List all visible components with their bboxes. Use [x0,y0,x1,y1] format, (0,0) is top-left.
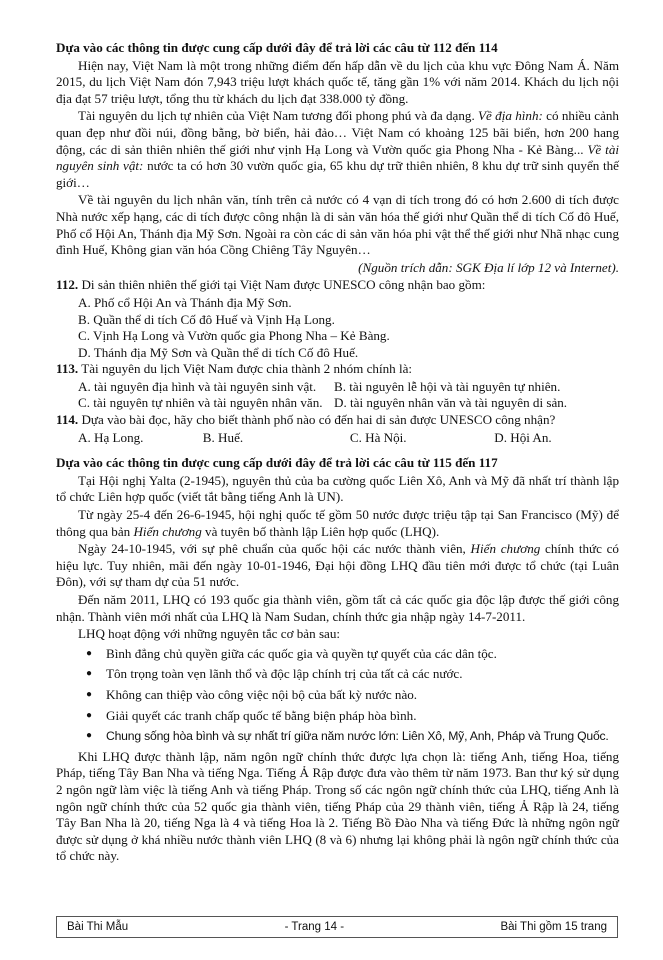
list-item: ● Không can thiệp vào công việc nội bộ của bất kỳ nước nào. [86,687,619,704]
answer-options-row [56,379,619,396]
answer-option: D. Hội An. [494,429,552,445]
section-gap [56,446,619,455]
answer-option: A. tài nguyên địa hình và tài nguyên sinh vật. [78,378,317,394]
passage-paragraph: Đến năm 2011, LHQ có 193 quốc gia thành viên, gồm tất cả các quốc gia độc lập được thế giới công nhận. Thành viên mới nhất của LHQ là Nam Sudan, chính thức gia nhập ngày 14-7-2011. [56,592,619,624]
list-item: ● Giải quyết các tranh chấp quốc tế bằng biện pháp hòa bình. [86,708,619,725]
answer-option: B. Quần thể di tích Cố đô Huế và Vịnh Hạ Long. [78,311,335,327]
passage-paragraph: LHQ hoạt động với những nguyên tắc cơ bản sau: [78,626,341,642]
footer-page-count: Bài Thi gồm 15 trang [500,920,607,933]
passage-paragraph: Ngày 24-10-1945, với sự phê chuẩn của quốc hội các nước thành viên, Hiến chương chính thức có hiệu lực. Tuy nhiên, mãi đến ngày 10-01-1946, Đại hội đồng LHQ đầu tiên mới được tổ chức (tại Luân Đôn), với sự tham dự của 51 nước. [56,541,619,590]
principles-list [56,646,619,745]
list-item: ● Bình đẳng chủ quyền giữa các quốc gia và quyền tự quyết của các dân tộc. [86,646,619,663]
passage-paragraph: Tài nguyên du lịch tự nhiên của Việt Nam tương đối phong phú và đa dạng. Về địa hình: có nhiều cảnh quan đẹp như đồi núi, đồng bằng, bờ biển, hải đảo… Việt Nam có khoảng 125 bãi biển, hơn 200 hang động, các di sản thiên nhiên thế giới như vịnh Hạ Long và Vườn quốc gia Phong Nha - Kẻ Bàng... Về tài nguyên sinh vật: nước ta có hơn 30 vườn quốc gia, 65 khu dự trữ thiên nhiên, 8 khu dự trữ sinh quyển thế giới… [56,108,620,190]
answer-option: C. tài nguyên tự nhiên và tài nguyên nhân văn. [78,395,323,411]
section-heading-115-117: Dựa vào các thông tin được cung cấp dưới đây để trả lời các câu từ 115 đến 117 [56,455,498,471]
answer-option: C. Vịnh Hạ Long và Vườn quốc gia Phong Nha – Kẻ Bàng. [78,328,390,344]
answer-option: A. Phố cổ Hội An và Thánh địa Mỹ Sơn. [78,294,292,310]
question-112: 112. Di sản thiên nhiên thế giới tại Việt Nam được UNESCO công nhận bao gồm: [56,277,486,293]
page-footer [56,916,618,938]
question-114: 114. Dựa vào bài đọc, hãy cho biết thành phố nào có đến hai di sản được UNESCO công nhận? [56,412,556,428]
answer-options-row [56,430,619,447]
footer-exam-label: Bài Thi Mẫu [67,920,129,933]
passage-paragraph: Từ ngày 25-4 đến 26-6-1945, hội nghị quốc tế gồm 50 nước được triệu tập tại San Francisco (Mỹ) để thông qua bản Hiến chương và tuyên bố thành lập Liên hợp quốc (LHQ). [56,507,619,539]
answer-option: B. tài nguyên lễ hội và tài nguyên tự nhiên. [334,378,561,394]
section-heading-112-114: Dựa vào các thông tin được cung cấp dưới đây để trả lời các câu từ 112 đến 114 [56,40,498,55]
source-citation: (Nguồn trích dẫn: SGK Địa lí lớp 12 và Internet). [358,259,619,275]
answer-option: B. Huế. [202,429,244,445]
passage-paragraph: Hiện nay, Việt Nam là một trong những điểm đến hấp dẫn về du lịch của khu vực Đông Nam Á. Năm 2015, du lịch Việt Nam đón 7,943 triệu lượt khách quốc tế, tăng gần 1% với năm 2014. Khách du lịch nội địa đạt 57 triệu lượt, tổng thu từ khách du lịch đạt 338.000 tỷ đồng. [56,57,619,106]
question-113: 113. Tài nguyên du lịch Việt Nam được chia thành 2 nhóm chính là: [56,361,413,377]
footer-page-number: - Trang 14 - [284,920,345,933]
passage-paragraph: Khi LHQ được thành lập, năm ngôn ngữ chính thức được lựa chọn là: tiếng Anh, tiếng Hoa, tiếng Pháp, tiếng Tây Ban Nha và tiếng Nga. Tiếng Ả Rập được đưa vào thêm từ năm 1973. Ban thư ký sử dụng 2 ngôn ngữ làm việc là tiếng Anh và tiếng Pháp. Trong số các ngôn ngữ chính thức của LHQ, tiếng Anh là ngôn ngữ chính thức của 52 quốc gia thành viên, tiếng Pháp của 29 thành viên, tiếng Ả Rập là 24, tiếng Tây Ban Nha là 20, tiếng Nga là 4 và tiếng Hoa là 2. Tiếng Bồ Đào Nha và tiếng Đức là những ngôn ngữ được sử dụng ở khá nhiều nước thành viên LHQ (8 và 6) nhưng lại không phải là ngôn ngữ chính thức của tổ chức này. [56,748,619,864]
passage-paragraph: Tại Hội nghị Yalta (2-1945), nguyên thủ của ba cường quốc Liên Xô, Anh và Mỹ đã nhất trí thành lập tổ chức Liên hợp quốc (viết tắt bằng tiếng Anh là UN). [56,472,619,505]
list-item: ● Tôn trọng toàn vẹn lãnh thổ và độc lập chính trị của tất cả các nước. [86,666,619,683]
answer-options-row [56,395,619,412]
answer-option: D. Thánh địa Mỹ Sơn và Quần thể di tích Cố đô Huế. [78,344,359,360]
list-item: ● Chung sống hòa bình và sự nhất trí giữa năm nước lớn: Liên Xô, Mỹ, Anh, Pháp và Trung Quốc. [86,728,619,745]
answer-option: A. Hạ Long. [78,429,144,445]
answer-option: D. tài nguyên nhân văn và tài nguyên di sản. [334,395,568,411]
answer-option: C. Hà Nội. [349,429,407,445]
passage-paragraph: Về tài nguyên du lịch nhân văn, tính trên cả nước có 4 vạn di tích trong đó có hơn 2.600 di tích được Nhà nước xếp hạng, các di tích được công nhận là di sản văn hóa thế giới như Quần thể di tích Cố đô Huế, Phố cổ Hội An, Thánh địa Mỹ Sơn. Ngoài ra còn các di sản văn hóa phi vật thể thế giới như Nhã nhạc cung đình Huế, Không gian văn hóa Cồng Chiêng Tây Nguyên… [56,192,619,258]
